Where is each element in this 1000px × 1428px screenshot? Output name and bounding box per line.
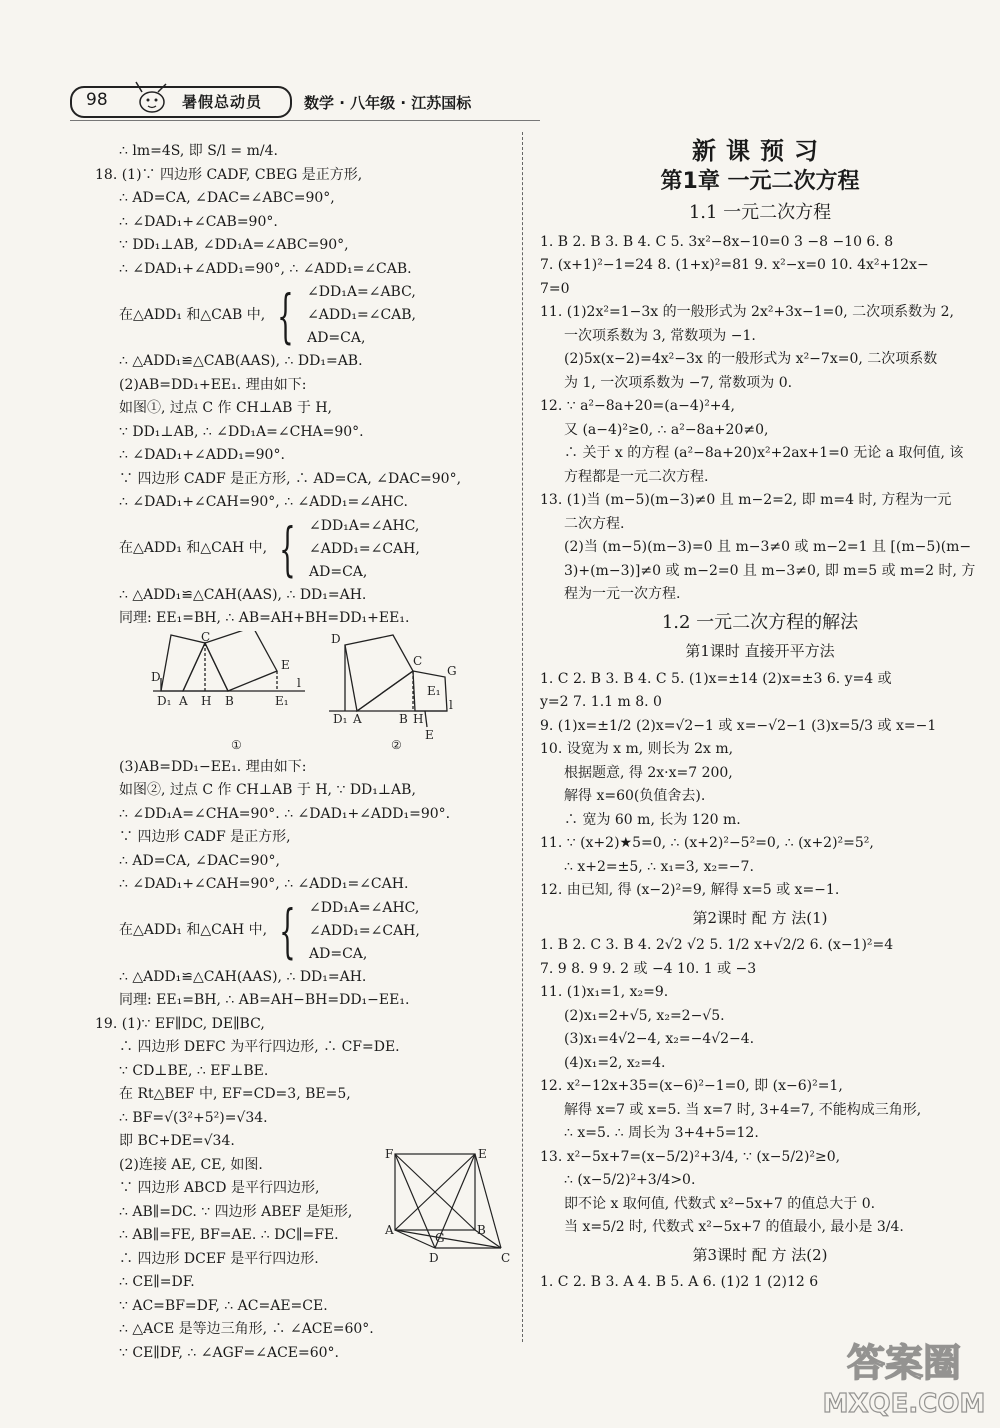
point-label: F <box>385 1147 394 1161</box>
lesson-1-title: 第1课时 直接开平方法 <box>685 642 835 660</box>
text-line: ∴ ∠DAD₁+∠ADD₁=90°, ∴ ∠ADD₁=∠CAB. <box>119 260 412 277</box>
point-label: B <box>477 1222 486 1237</box>
answer-line: 12. 由已知, 得 (x−2)²=9, 解得 x=5 或 x=−1. <box>540 882 840 898</box>
answer-line: (2)x₁=2+√5, x₂=2−√5. <box>564 1007 725 1024</box>
system-row: ∠DD₁A=∠AHC, <box>309 899 420 916</box>
figure-caption: ② <box>391 737 402 752</box>
answer-line: ∴ 宽为 60 m, 长为 120 m. <box>564 811 741 828</box>
point-label: E <box>281 657 290 672</box>
text-line: 如图①, 过点 C 作 CH⊥AB 于 H, <box>119 400 333 416</box>
geometry-figures-1-2 <box>95 631 510 756</box>
figure-3-diagram <box>383 1148 513 1278</box>
page-number: 98 <box>86 90 108 110</box>
lesson-2-answers <box>540 934 980 1240</box>
answer-line: 10. 设宽为 x m, 则长为 2x m, <box>540 741 734 757</box>
answer-line: (2)5x(x−2)=4x²−3x 的一般形式为 x²−7x=0, 二次项系数 <box>564 351 938 367</box>
answer-line: 7. 9 8. 9 9. 2 或 −4 10. 1 或 −3 <box>540 960 757 977</box>
system-row: AD=CA, <box>307 330 366 346</box>
brace-icon: { <box>279 515 296 583</box>
system-intro: 在△ADD₁ 和△CAH 中, <box>119 540 268 557</box>
section-1-1-answers <box>540 231 980 607</box>
answer-line: ∴ 关于 x 的方程 (a²−8a+20)x²+2ax+1=0 无论 a 取何值, 该 <box>564 445 964 461</box>
system-row: ∠DD₁A=∠AHC, <box>309 517 420 534</box>
point-label: C <box>413 653 423 668</box>
subject-label: 数学 · 八年级 · 江苏国标 <box>304 94 472 112</box>
text-line: 如图②, 过点 C 作 CH⊥AB 于 H, ∵ DD₁⊥AB, <box>119 782 416 798</box>
chapter-title: 第1章 一元二次方程 <box>660 168 860 194</box>
answer-line: y=2 7. 1.1 m 8. 0 <box>540 694 662 710</box>
point-label: l <box>449 697 453 712</box>
answer-line: 又 (a−4)²≥0, ∴ a²−8a+20≠0, <box>564 421 769 438</box>
section-1-1-title: 1.1 一元二次方程 <box>688 202 832 223</box>
point-label <box>393 631 401 634</box>
system-intro: 在△ADD₁ 和△CAB 中, <box>119 306 266 323</box>
text-line: 即 BC+DE=√34. <box>119 1133 235 1149</box>
text-line: ∴ CE∥=DF. <box>119 1274 195 1290</box>
answer-line: 1. C 2. B 3. A 4. B 5. A 6. (1)2 1 (2)12 6 <box>540 1274 819 1290</box>
text-line: 同理: EE₁=BH, ∴ AB=AH+BH=DD₁+EE₁. <box>119 610 410 626</box>
figure-1-diagram <box>95 631 510 756</box>
text-line: ∴ △ACE 是等边三角形, ∴ ∠ACE=60°. <box>119 1321 374 1337</box>
section-title: 新课预习 <box>692 137 828 165</box>
answer-line: 一次项系数为 3, 常数项为 −1. <box>564 327 756 344</box>
text-line: ∵ 四边形 CADF 是正方形, ∴ AD=CA, ∠DAC=90°, <box>119 470 462 487</box>
answer-line: 为 1, 一次项系数为 −7, 常数项为 0. <box>564 374 793 391</box>
brace-icon: { <box>279 897 296 965</box>
brace-icon: { <box>277 281 294 350</box>
system-row: ∠ADD₁=∠CAH, <box>309 922 420 939</box>
point-label: E <box>425 727 434 742</box>
point-label: G <box>435 1230 445 1245</box>
answer-line: 方程都是一元二次方程. <box>564 468 709 485</box>
book-title: 暑假总动员 <box>182 93 263 111</box>
system-row: AD=CA, <box>309 563 368 580</box>
text-line: ∴ ∠DAD₁+∠CAB=90°. <box>119 213 278 230</box>
text-line: ∴ ∠DAD₁+∠ADD₁=90°. <box>119 447 285 463</box>
text-line: ∴ 四边形 DCEF 是平行四边形. <box>119 1250 319 1267</box>
header-rule <box>70 120 540 121</box>
answer-line: 解得 x=60(负值舍去). <box>564 788 706 804</box>
figure-caption: ① <box>231 737 242 752</box>
section-1-2-title: 1.2 一元二次方程的解法 <box>661 611 859 633</box>
point-label: H <box>413 711 424 726</box>
text-line: ∵ CD⊥BE, ∴ EF⊥BE. <box>119 1062 269 1079</box>
point-label: A <box>385 1222 394 1237</box>
answer-line: (3)x₁=4√2−4, x₂=−4√2−4. <box>564 1031 755 1047</box>
text-line: ∴ AB∥=DC. ∵ 四边形 ABEF 是矩形, <box>119 1203 353 1220</box>
text-line: ∴ △ADD₁≌△CAB(AAS), ∴ DD₁=AB. <box>119 353 363 369</box>
answer-line: 1. C 2. B 3. B 4. C 5. (1)x=±14 (2)x=±3 6. y=4 或 <box>540 670 892 687</box>
mascot-icon <box>128 78 174 118</box>
text-line: ∴ BF=√(3²+5²)=√34. <box>119 1109 268 1126</box>
answer-line: 7. (x+1)²−1=24 8. (1+x)²=81 9. x²−x=0 10. 4x²+12x− <box>540 257 929 273</box>
point-label: l <box>297 675 301 690</box>
right-column <box>540 137 980 1295</box>
answer-line: 程为一元一次方程. <box>564 586 681 602</box>
answer-line: 7=0 <box>540 280 570 297</box>
text-line: ∴ ∠DAD₁+∠CAH=90°, ∴ ∠ADD₁=∠AHC. <box>119 494 408 510</box>
equation-system <box>95 897 510 966</box>
point-label: D <box>151 669 161 684</box>
answer-line: ∴ x+2=±5, ∴ x₁=3, x₂=−7. <box>564 858 754 875</box>
question-18-line: 18. (1)∵ 四边形 CADF, CBEG 是正方形, <box>95 166 363 183</box>
answer-line: 3)+(m−3)]≠0 或 m−2=0 且 m−3≠0, 即 m=5 或 m=2 时, 方 <box>564 562 976 579</box>
lesson-1-answers <box>540 668 980 903</box>
text-line: ∵ CE∥DF, ∴ ∠AGF=∠ACE=60°. <box>119 1344 340 1361</box>
point-label <box>173 631 181 634</box>
point-label: C <box>501 1250 511 1265</box>
lesson-3-title: 第3课时 配 方 法(2) <box>692 1245 828 1264</box>
watermark-logo <box>814 1332 994 1422</box>
column-divider <box>522 132 523 1342</box>
point-label: D₁ <box>157 693 172 708</box>
point-label: A <box>179 693 188 708</box>
point-label: B <box>399 711 408 726</box>
text-line: ∴ ∠DAD₁+∠CAH=90°, ∴ ∠ADD₁=∠CAH. <box>119 876 409 892</box>
answer-line: 二次方程. <box>564 515 625 532</box>
equation-system <box>95 281 510 350</box>
answer-line: 1. B 2. C 3. B 4. 2√2 √2 5. 1/2 x+√2/2 6. (x−1)²=4 <box>540 937 894 953</box>
system-row: AD=CA, <box>309 945 368 962</box>
answer-line: 13. x²−5x+7=(x−5/2)²+3/4, ∵ (x−5/2)²≥0, <box>540 1148 841 1165</box>
text-line: ∴ lm=4S, 即 S/l = m/4. <box>119 143 278 159</box>
point-label: D <box>331 631 341 646</box>
text-line: ∴ △ADD₁≌△CAH(AAS), ∴ DD₁=AH. <box>119 968 367 985</box>
point-label: D₁ <box>333 711 348 726</box>
point-label: E₁ <box>275 693 289 708</box>
answer-line: 11. ∵ (x+2)★5=0, ∴ (x+2)²−5²=0, ∴ (x+2)²=5², <box>540 835 874 851</box>
question-19-line: 19. (1)∵ EF∥DC, DE∥BC, <box>95 1015 265 1032</box>
text-line: 在 Rt△BEF 中, EF=CD=3, BE=5, <box>119 1086 351 1102</box>
answer-line: ∴ (x−5/2)²+3/4>0. <box>564 1172 696 1188</box>
answer-line: 根据题意, 得 2x·x=7 200, <box>564 764 733 781</box>
text-line: ∴ 四边形 DEFC 为平行四边形, ∴ CF=DE. <box>119 1039 400 1055</box>
text-line: ∵ DD₁⊥AB, ∴ ∠DD₁A=∠CHA=90°. <box>119 423 364 440</box>
watermark-url: MXQE.COM <box>822 1389 986 1419</box>
equation-system <box>95 515 510 584</box>
text-line: ∵ DD₁⊥AB, ∠DD₁A=∠ABC=90°, <box>119 237 349 253</box>
text-line: ∵ AC=BF=DF, ∴ AC=AE=CE. <box>119 1297 328 1314</box>
point-label: H <box>201 693 212 708</box>
text-line: 同理: EE₁=BH, ∴ AB=AH−BH=DD₁−EE₁. <box>119 992 410 1008</box>
left-column <box>95 140 510 1365</box>
text-line: (3)AB=DD₁−EE₁. 理由如下: <box>119 758 307 775</box>
text-line: ∴ AD=CA, ∠DAC=∠ABC=90°, <box>119 190 335 206</box>
answer-line: 11. (1)2x²=1−3x 的一般形式为 2x²+3x−1=0, 二次项系数为 2, <box>540 304 954 320</box>
system-intro: 在△ADD₁ 和△CAH 中, <box>119 922 268 939</box>
point-label: D <box>429 1250 439 1265</box>
text-line: ∴ ∠DD₁A=∠CHA=90°. ∴ ∠DAD₁+∠ADD₁=90°. <box>119 805 451 822</box>
answer-line: 1. B 2. B 3. B 4. C 5. 3x²−8x−10=0 3 −8 −10 6. 8 <box>540 233 894 250</box>
text-line: ∵ 四边形 ABCD 是平行四边形, <box>119 1180 320 1196</box>
answer-line: 9. (1)x=±1/2 (2)x=√2−1 或 x=−√2−1 (3)x=5/3 或 x=−1 <box>540 717 937 734</box>
answer-line: 解得 x=7 或 x=5. 当 x=7 时, 3+4=7, 不能构成三角形, <box>564 1101 922 1118</box>
system-row: ∠DD₁A=∠ABC, <box>307 284 416 300</box>
answer-line: ∴ x=5. ∴ 周长为 3+4+5=12. <box>564 1125 759 1141</box>
answer-line: 12. ∵ a²−8a+20=(a−4)²+4, <box>540 398 735 414</box>
text-line: ∵ 四边形 CADF 是正方形, <box>119 829 291 845</box>
lesson-2-title: 第2课时 配 方 法(1) <box>692 908 828 927</box>
point-label: C <box>201 630 211 644</box>
lesson-3-answers <box>540 1271 980 1295</box>
watermark-title: 答案圈 <box>846 1341 962 1385</box>
point-label: E <box>478 1147 487 1161</box>
system-row: ∠ADD₁=∠CAB, <box>307 307 417 323</box>
answer-line: 12. x²−12x+35=(x−6)²−1=0, 即 (x−6)²=1, <box>540 1078 843 1094</box>
answer-line: 13. (1)当 (m−5)(m−3)≠0 且 m−2=2, 即 m=4 时, 方程为一元 <box>540 492 952 508</box>
point-label: E₁ <box>427 683 441 698</box>
point-label: G <box>447 663 457 678</box>
point-label: A <box>353 711 362 726</box>
page-header <box>70 86 540 118</box>
answer-line: 当 x=5/2 时, 代数式 x²−5x+7 的值最小, 最小是 3/4. <box>564 1219 904 1235</box>
text-line: (2)连接 AE, CE, 如图. <box>119 1156 263 1173</box>
answer-line: 11. (1)x₁=1, x₂=9. <box>540 984 669 1000</box>
text-line: ∴ AB∥=FE, BF=AE. ∴ DC∥=FE. <box>119 1227 339 1243</box>
text-line: ∴ △ADD₁≌△CAH(AAS), ∴ DD₁=AH. <box>119 586 367 603</box>
answer-line: 即不论 x 取何值, 代数式 x²−5x+7 的值总大于 0. <box>564 1195 876 1212</box>
answer-line: (2)当 (m−5)(m−3)=0 且 m−3≠0 或 m−2=1 且 [(m−5)(m− <box>564 539 972 555</box>
text-line: ∴ AD=CA, ∠DAC=90°, <box>119 852 280 869</box>
system-row: ∠ADD₁=∠CAH, <box>309 540 420 557</box>
text-line: (2)AB=DD₁+EE₁. 理由如下: <box>119 376 307 393</box>
point-label: B <box>225 693 234 708</box>
answer-line: (4)x₁=2, x₂=4. <box>564 1054 666 1071</box>
